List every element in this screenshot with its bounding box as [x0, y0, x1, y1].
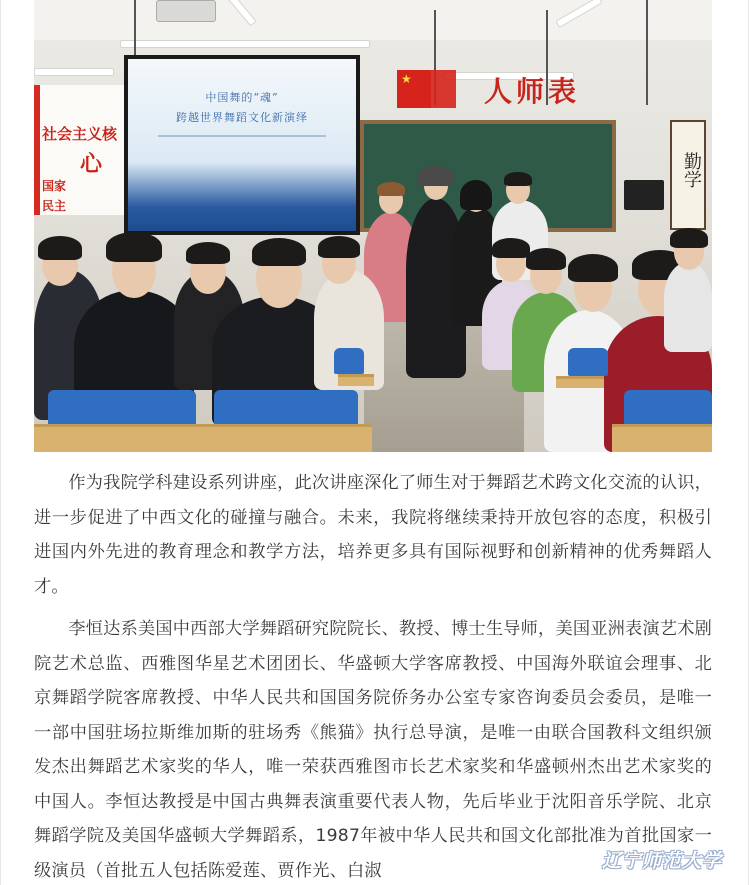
- chair: [334, 348, 364, 374]
- student-hair: [186, 242, 230, 264]
- slide-subtitle: 跨越世界舞蹈文化新演绎: [176, 111, 308, 124]
- student-hair: [252, 238, 306, 266]
- ceiling-light: [120, 40, 370, 48]
- slogan-poster: [34, 85, 126, 215]
- star-icon: ★: [401, 72, 412, 86]
- flag-banner: [431, 70, 456, 108]
- student-hair: [318, 236, 360, 258]
- lecture-photo: [34, 0, 712, 452]
- poster-text: 社会主义核: [42, 125, 118, 143]
- desk: [338, 374, 374, 386]
- slide-divider: [158, 135, 326, 137]
- poster-text: 民主: [42, 199, 67, 213]
- student-hair: [670, 228, 708, 248]
- student-hair: [526, 248, 566, 270]
- ceiling-light: [34, 68, 114, 76]
- calligraphy-scroll: [670, 120, 706, 230]
- student-hair: [568, 254, 618, 282]
- guest-hair: [504, 172, 532, 186]
- desk: [34, 424, 372, 452]
- calligraphy-text: 勤学: [681, 152, 702, 188]
- desk: [612, 424, 712, 452]
- national-flag: [397, 70, 431, 108]
- chair: [214, 390, 358, 426]
- article-paragraph: 李恒达系美国中西部大学舞蹈研究院院长、教授、博士生导师，美国亚洲表演艺术剧院艺术总监、西雅图华星艺术团团长、华盛顿大学客席教授、中国海外联谊会理事、北京舞蹈学院客席教授、中华人民共和国国务院侨务办公室专家咨询委员会委员，是唯一一部中国驻场拉斯维加斯的驻场秀《熊猫》执行总导演，是唯一由联合国教科文组织颁发杰出舞蹈艺术家奖的华人，唯一荣获西雅图市长艺术家奖和华盛顿州杰出艺术家奖的中国人。李恒达教授是中国古典舞表演重要代表人物，先后毕业于沈阳音乐学院、北京舞蹈学院及美国华盛顿大学舞蹈系，1987年被中华人民共和国文化部批准为首批国家一级演员（首批五人包括陈爱莲、贾作光、白淑: [34, 619, 712, 881]
- wall-slogan: 人师表: [484, 75, 581, 108]
- student-hair: [38, 236, 82, 260]
- article-paragraph: 作为我院学科建设系列讲座，此次讲座深化了师生对于舞蹈艺术跨文化交流的认识，进一步促进了中西文化的碰撞与融合。未来，我院将继续秉持开放包容的态度，积极引进国内外先进的教育理念和教学方法，培养更多具有国际视野和创新精神的优秀舞蹈人才。: [34, 473, 712, 597]
- projector: [156, 0, 216, 22]
- student-hair: [492, 238, 530, 258]
- poster-text: 心: [80, 151, 103, 177]
- wall-speaker: [624, 180, 664, 210]
- chair: [624, 390, 712, 426]
- article-body: [34, 466, 712, 885]
- pendant-wire: [646, 0, 648, 105]
- student-hair: [106, 232, 162, 262]
- guest-hair: [418, 166, 454, 186]
- student: [664, 262, 712, 352]
- chair: [48, 390, 196, 426]
- desk: [556, 376, 604, 388]
- guest-hair: [460, 180, 492, 210]
- slide: [128, 59, 356, 231]
- poster-text: 国家: [42, 179, 67, 193]
- guest-hair: [377, 182, 405, 196]
- university-watermark: 辽宁师范大学: [602, 850, 723, 872]
- slide-title: 中国舞的“魂”: [205, 91, 279, 104]
- chair: [568, 348, 608, 376]
- projection-screen: [124, 55, 360, 235]
